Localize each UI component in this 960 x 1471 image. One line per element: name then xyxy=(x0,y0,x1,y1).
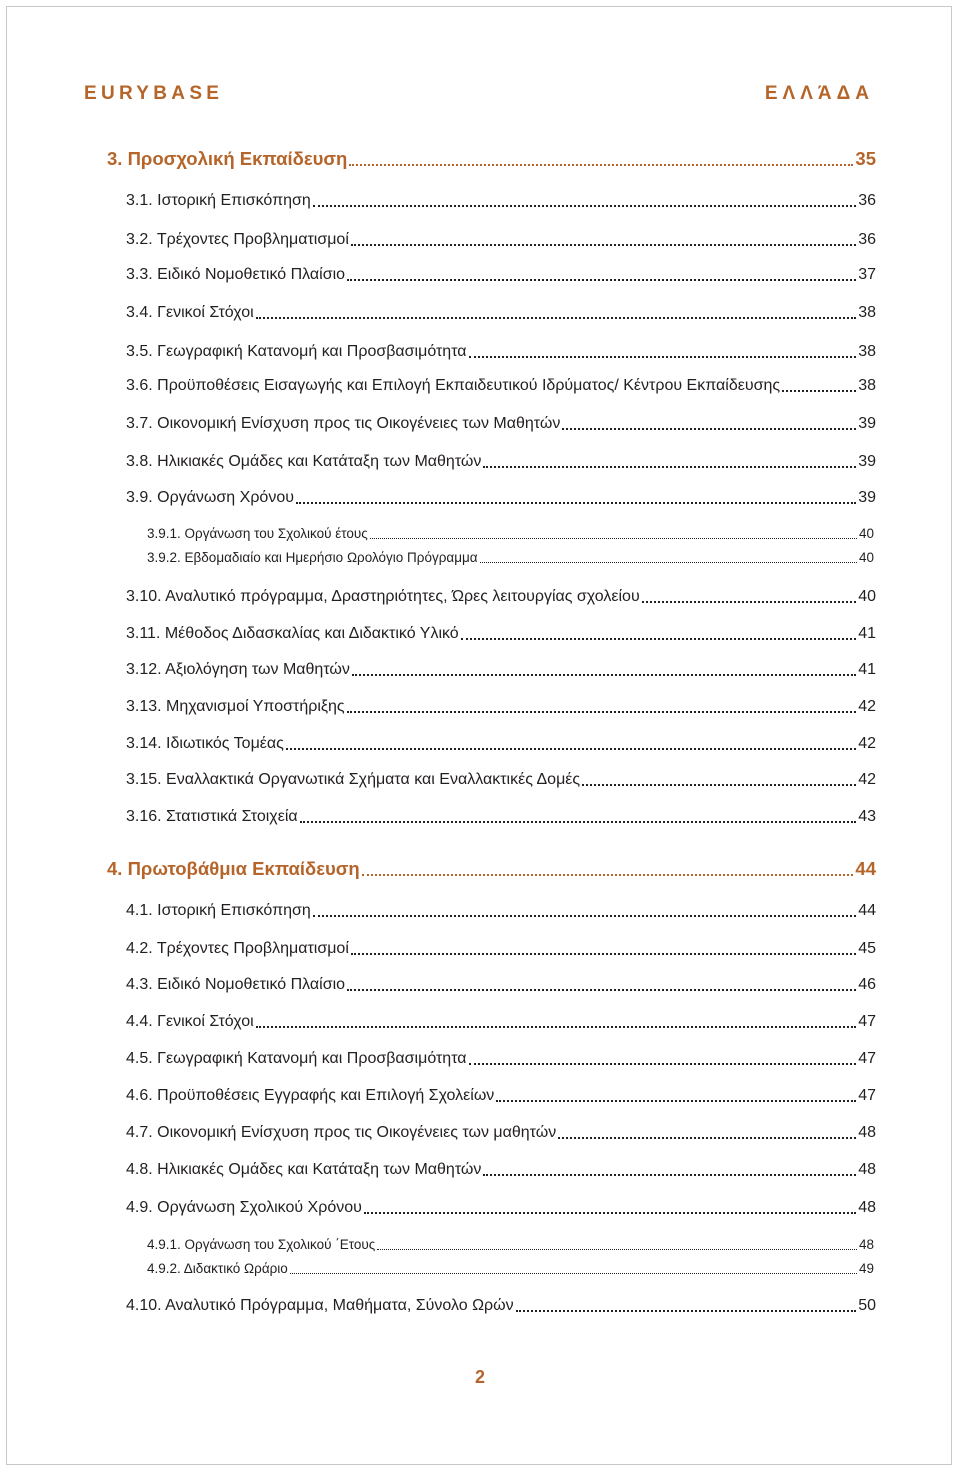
toc-entry-page-number: 37 xyxy=(857,263,876,287)
toc-entry-page-number: 38 xyxy=(857,301,876,325)
toc-entry-page-number: 48 xyxy=(857,1121,876,1145)
header-brand: EURYBASE xyxy=(84,83,224,104)
toc-entry-title: 3.2. Τρέχοντες Προβληματισμοί xyxy=(126,228,350,252)
toc-section-entry[interactable] xyxy=(0,340,960,364)
dot-leader xyxy=(347,711,856,713)
toc-section-entry[interactable] xyxy=(0,658,960,682)
toc-section-entry[interactable] xyxy=(0,450,960,474)
dot-leader xyxy=(256,1026,856,1028)
toc-chapter-entry[interactable] xyxy=(0,857,960,881)
dot-leader xyxy=(347,989,856,991)
dot-leader xyxy=(483,466,856,468)
toc-entry-title: 3.4. Γενικοί Στόχοι xyxy=(126,301,255,325)
toc-section-entry[interactable] xyxy=(0,973,960,997)
toc-section-entry[interactable] xyxy=(0,937,960,961)
dot-leader xyxy=(351,953,856,955)
toc-subsection-entry[interactable] xyxy=(0,1257,960,1281)
toc-entry-page-number: 39 xyxy=(857,486,876,510)
dot-leader xyxy=(582,784,856,786)
dot-leader xyxy=(364,1212,856,1214)
dot-leader xyxy=(496,1100,856,1102)
toc-entry-page-number: 36 xyxy=(857,189,876,213)
dot-leader xyxy=(480,562,857,563)
toc-entry-title: 4. Πρωτοβάθμια Εκπαίδευση xyxy=(107,858,360,879)
toc-section-entry[interactable] xyxy=(0,1084,960,1108)
toc-entry-page-number: 35 xyxy=(855,148,876,169)
toc-entry-title: 3.15. Εναλλακτικά Οργανωτικά Σχήματα και Εναλλακτικές Δομές xyxy=(126,768,581,792)
toc-entry-page-number: 42 xyxy=(857,732,876,756)
dot-leader xyxy=(562,428,856,430)
toc-section-entry[interactable] xyxy=(0,732,960,756)
toc-entry-title: 4.1. Ιστορική Επισκόπηση xyxy=(126,899,312,923)
dot-leader xyxy=(461,638,856,640)
toc-entry-page-number: 47 xyxy=(857,1084,876,1108)
toc-entry-title: 4.10. Αναλυτικό Πρόγραμμα, Μαθήματα, Σύνολο Ωρών xyxy=(126,1294,515,1318)
toc-entry-page-number: 40 xyxy=(858,546,874,570)
toc-section-entry[interactable] xyxy=(0,263,960,287)
toc-entry-page-number: 48 xyxy=(858,1233,874,1257)
toc-section-entry[interactable] xyxy=(0,374,960,398)
toc-entry-title: 3.6. Προϋποθέσεις Εισαγωγής και Επιλογή Εκπαιδευτικού Ιδρύματος/ Κέντρου Εκπαίδευσης xyxy=(126,374,781,398)
toc-entry-title: 3. Προσχολική Εκπαίδευση xyxy=(107,148,348,169)
toc-entry-title: 3.9. Οργάνωση Χρόνου xyxy=(126,486,295,510)
toc-entry-page-number: 47 xyxy=(857,1010,876,1034)
dot-leader xyxy=(300,821,856,823)
toc-section-entry[interactable] xyxy=(0,412,960,436)
toc-section-entry[interactable] xyxy=(0,805,960,829)
dot-leader xyxy=(642,601,856,603)
toc-section-entry[interactable] xyxy=(0,622,960,646)
toc-entry-title: 3.7. Οικονομική Ενίσχυση προς τις Οικογένειες των Μαθητών xyxy=(126,412,561,436)
toc-entry-title: 4.3. Ειδικό Νομοθετικό Πλαίσιο xyxy=(126,973,346,997)
toc-entry-title: 4.4. Γενικοί Στόχοι xyxy=(126,1010,255,1034)
dot-leader xyxy=(347,279,856,281)
toc-entry-page-number: 50 xyxy=(857,1294,876,1318)
toc-entry-page-number: 42 xyxy=(857,768,876,792)
toc-entry-page-number: 44 xyxy=(855,858,876,879)
dot-leader xyxy=(351,244,856,246)
toc-entry-page-number: 42 xyxy=(857,695,876,719)
dot-leader xyxy=(469,1063,856,1065)
toc-entry-title: 3.12. Αξιολόγηση των Μαθητών xyxy=(126,658,351,682)
toc-entry-page-number: 40 xyxy=(858,522,874,546)
toc-entry-page-number: 49 xyxy=(858,1257,874,1281)
toc-entry-page-number: 48 xyxy=(857,1158,876,1182)
toc-section-entry[interactable] xyxy=(0,486,960,510)
toc-section-entry[interactable] xyxy=(0,899,960,923)
toc-entry-page-number: 47 xyxy=(857,1047,876,1071)
toc-chapter-entry[interactable] xyxy=(0,147,960,171)
toc-section-entry[interactable] xyxy=(0,1047,960,1071)
toc-entry-page-number: 38 xyxy=(857,374,876,398)
toc-entry-title: 3.3. Ειδικό Νομοθετικό Πλαίσιο xyxy=(126,263,346,287)
toc-entry-page-number: 45 xyxy=(857,937,876,961)
toc-entry-title: 3.1. Ιστορική Επισκόπηση xyxy=(126,189,312,213)
dot-leader xyxy=(256,317,856,319)
toc-section-entry[interactable] xyxy=(0,1010,960,1034)
dot-leader xyxy=(286,748,856,750)
toc-entry-title: 4.9. Οργάνωση Σχολικού Χρόνου xyxy=(126,1196,363,1220)
toc-entry-title: 3.16. Στατιστικά Στοιχεία xyxy=(126,805,299,829)
toc-entry-title: 3.10. Αναλυτικό πρόγραμμα, Δραστηριότητες, Ώρες λειτουργίας σχολείου xyxy=(126,585,641,609)
toc-entry-title: 4.2. Τρέχοντες Προβληματισμοί xyxy=(126,937,350,961)
toc-entry-title: 4.9.2. Διδακτικό Ωράριο xyxy=(147,1257,289,1281)
toc-entry-title: 3.13. Μηχανισμοί Υποστήριξης xyxy=(126,695,346,719)
toc-section-entry[interactable] xyxy=(0,189,960,213)
dot-leader xyxy=(313,205,856,207)
toc-subsection-entry[interactable] xyxy=(0,546,960,570)
toc-section-entry[interactable] xyxy=(0,1121,960,1145)
toc-entry-page-number: 44 xyxy=(857,899,876,923)
dot-leader xyxy=(352,674,856,676)
toc-entry-title: 4.8. Ηλικιακές Ομάδες και Κατάταξη των Μαθητών xyxy=(126,1158,482,1182)
toc-section-entry[interactable] xyxy=(0,768,960,792)
toc-entry-title: 3.14. Ιδιωτικός Τομέας xyxy=(126,732,285,756)
toc-entry-title: 4.7. Οικονομική Ενίσχυση προς τις Οικογένειες των μαθητών xyxy=(126,1121,557,1145)
toc-subsection-entry[interactable] xyxy=(0,522,960,546)
toc-section-entry[interactable] xyxy=(0,1158,960,1182)
dot-leader xyxy=(558,1137,856,1139)
toc-section-entry[interactable] xyxy=(0,1294,960,1318)
toc-subsection-entry[interactable] xyxy=(0,1233,960,1257)
toc-section-entry[interactable] xyxy=(0,1196,960,1220)
dot-leader xyxy=(290,1273,857,1274)
toc-entry-page-number: 43 xyxy=(857,805,876,829)
dot-leader xyxy=(349,164,853,166)
header-country: ΕΛΛΆΔΑ xyxy=(764,83,874,104)
toc-entry-page-number: 46 xyxy=(857,973,876,997)
toc-entry-page-number: 36 xyxy=(857,228,876,252)
toc-entry-title: 3.9.2. Εβδομαδιαίο και Ημερήσιο Ωρολόγιο Πρόγραμμα xyxy=(147,546,479,570)
dot-leader xyxy=(370,538,857,539)
toc-entry-title: 3.9.1. Οργάνωση του Σχολικού έτους xyxy=(147,522,369,546)
toc-entry-page-number: 41 xyxy=(857,658,876,682)
dot-leader xyxy=(483,1174,856,1176)
dot-leader xyxy=(469,356,856,358)
toc-entry-title: 3.11. Μέθοδος Διδασκαλίας και Διδακτικό Υλικό xyxy=(126,622,460,646)
dot-leader xyxy=(313,915,856,917)
toc-entry-page-number: 40 xyxy=(857,585,876,609)
toc-entry-title: 4.5. Γεωγραφική Κατανομή και Προσβασιμότητα xyxy=(126,1047,468,1071)
toc-entry-title: 4.9.1. Οργάνωση του Σχολικού ΄Ετους xyxy=(147,1233,376,1257)
toc-section-entry[interactable] xyxy=(0,585,960,609)
dot-leader xyxy=(516,1310,856,1312)
toc-entry-title: 4.6. Προϋποθέσεις Εγγραφής και Επιλογή Σχολείων xyxy=(126,1084,495,1108)
dot-leader xyxy=(782,390,856,392)
dot-leader xyxy=(362,874,853,876)
toc-entry-page-number: 39 xyxy=(857,450,876,474)
page-number: 2 xyxy=(474,1367,485,1387)
toc-section-entry[interactable] xyxy=(0,301,960,325)
dot-leader xyxy=(377,1249,857,1250)
toc-entry-page-number: 38 xyxy=(857,340,876,364)
toc-entry-page-number: 41 xyxy=(857,622,876,646)
toc-entry-page-number: 39 xyxy=(857,412,876,436)
toc-section-entry[interactable] xyxy=(0,228,960,252)
toc-entry-title: 3.8. Ηλικιακές Ομάδες και Κατάταξη των Μαθητών xyxy=(126,450,482,474)
dot-leader xyxy=(296,502,856,504)
toc-section-entry[interactable] xyxy=(0,695,960,719)
toc-entry-title: 3.5. Γεωγραφική Κατανομή και Προσβασιμότητα xyxy=(126,340,468,364)
toc-entry-page-number: 48 xyxy=(857,1196,876,1220)
